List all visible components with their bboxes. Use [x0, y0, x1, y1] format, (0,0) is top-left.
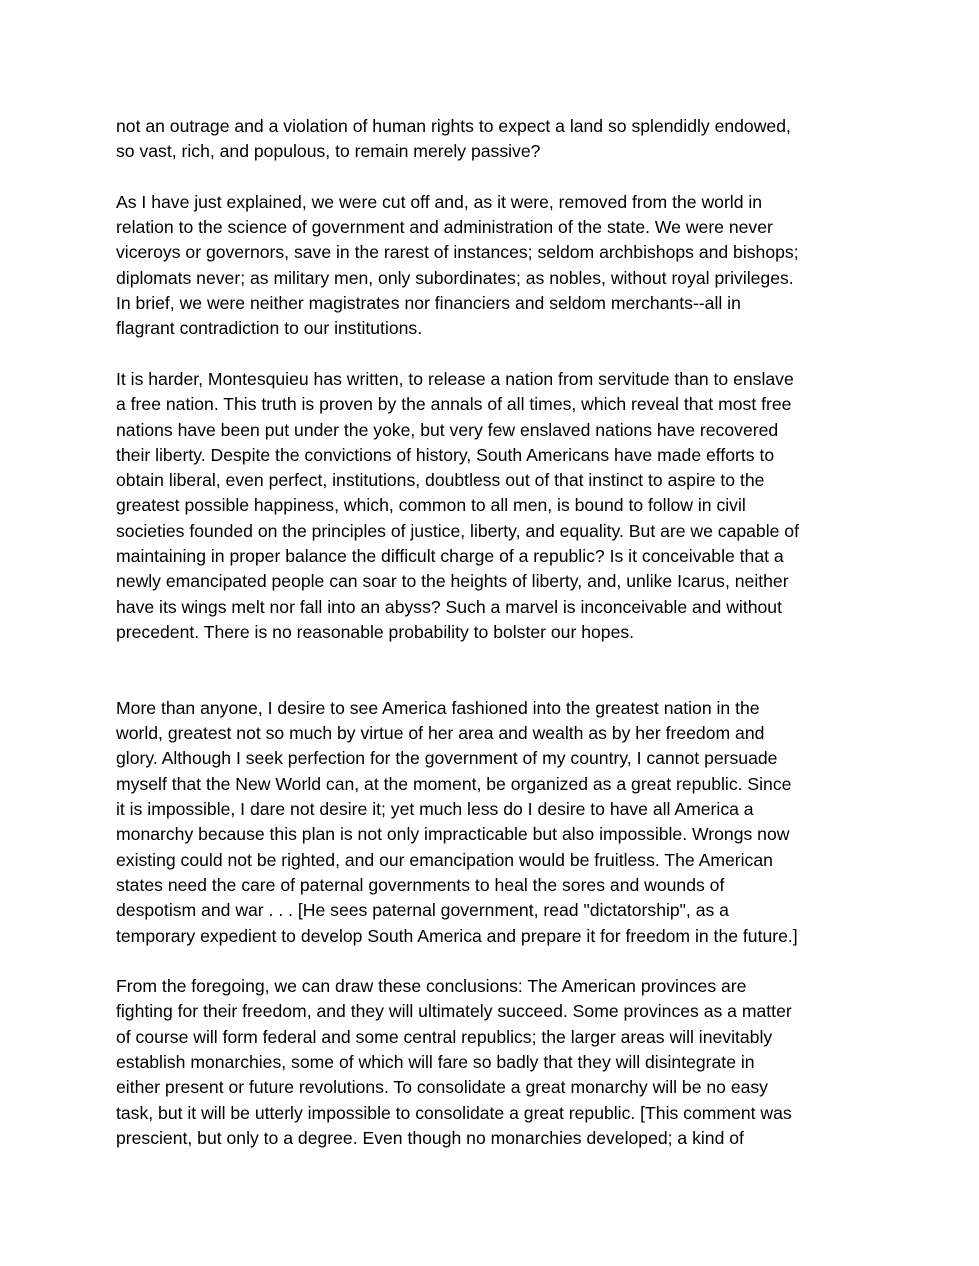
- paragraph-passive-land: not an outrage and a violation of human rights to expect a land so splendidly endowed, so vast, rich, and populous, to remain merely passive?: [116, 116, 791, 162]
- document-page: [116, 114, 876, 1176]
- paragraph-montesquieu: It is harder, Montesquieu has written, to release a nation from servitude than to enslave a free nation. This truth is proven by the annals of all times, which reveal that most free nations have been put under the yoke, but very few enslaved nations have recovered their liberty. Despite the convictions of history, South Americans have made efforts to obtain liberal, even perfect, institutions, doubtless out of that instinct to aspire to the greatest possible happiness, which, common to all men, is bound to follow in civil societies founded on the principles of justice, liberty, and equality. But are we capable of maintaining in proper balance the difficult charge of a republic? Is it conceivable that a newly emancipated people can soar to the heights of liberty, and, unlike Icarus, neither have its wings melt nor fall into an abyss? Such a marvel is inconceivable and without precedent. There is no reasonable probability to bolster our hopes.: [116, 368, 799, 642]
- paragraph-greatest-nation: More than anyone, I desire to see America fashioned into the greatest nation in the world, greatest not so much by virtue of her area and wealth as by her freedom and glory. Although I seek perfection for the government of my country, I cannot persuade myself that the New World can, at the moment, be organized as a great republic. Since it is impossible, I dare not desire it; yet much less do I desire to have all America a monarchy because this plan is not only impracticable but also impossible. Wrongs now existing could not be righted, and our emancipation would be fruitless. The American states need the care of paternal governments to heal the sores and wounds of despotism and war . . . [He sees paternal government, read "dictatorship", as a temporary expedient to develop South America and prepare it for freedom in the future.]: [116, 697, 798, 946]
- paragraph-conclusions: From the foregoing, we can draw these conclusions: The American provinces are fighting for their freedom, and they will ultimately succeed. Some provinces as a matter of course will form federal and some central republics; the larger areas will inevitably establish monarchies, some of which will fare so badly that they will disintegrate in either present or future revolutions. To consolidate a great monarchy will be no easy task, but it will be utterly impossible to consolidate a great republic. [This comment was prescient, but only to a degree. Even though no monarchies developed; a kind of: [116, 976, 792, 1148]
- paragraph-cut-off-from-government: As I have just explained, we were cut off and, as it were, removed from the world in relation to the science of government and administration of the state. We were never viceroys or governors, save in the rarest of instances; seldom archbishops and bishops; diplomats never; as military men, only subordinates; as nobles, without royal privileges. In brief, we were neither magistrates nor financiers and seldom merchants--all in flagrant contradiction to our institutions.: [116, 191, 799, 339]
